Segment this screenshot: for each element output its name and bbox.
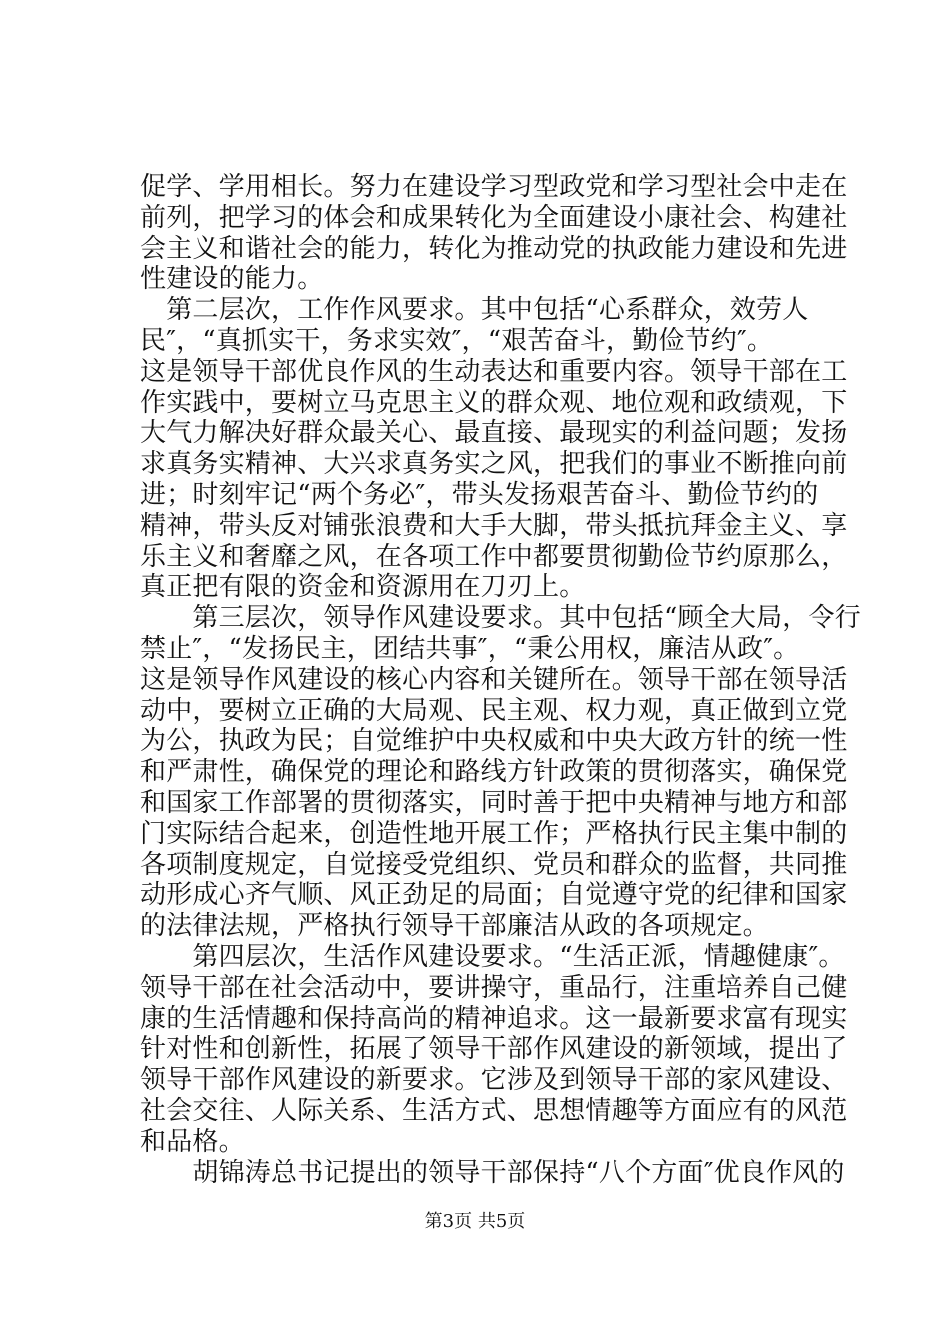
page-footer: 第3页 共5页 [424,1211,526,1232]
text-line: 和严肃性，确保党的理论和路线方针政策的贯彻落实，确保党 [140,757,848,788]
text-line: 促学、学用相长。努力在建设学习型政党和学习型社会中走在 [140,172,848,202]
text-line: 康的生活情趣和保持高尚的精神追求。这一最新要求富有现实 [140,1003,848,1034]
text-line: 乐主义和奢靡之风，在各项工作中都要贯彻勤俭节约原那么， [140,541,848,572]
text-line: 领导干部在社会活动中，要讲操守，重品行，注重培养自己健 [140,972,848,1003]
text-line: 这是领导干部优良作风的生动表达和重要内容。领导干部在工 [140,356,848,387]
text-line: 民″，“真抓实干，务求实效″，“艰苦奋斗，勤俭节约″。 [140,325,774,356]
text-line: 针对性和创新性，拓展了领导干部作风建设的新领域，提出了 [140,1034,848,1065]
text-line: 禁止″，“发扬民主，团结共事″，“秉公用权，廉洁从政″。 [140,633,800,664]
text-line: 精神，带头反对铺张浪费和大手大脚，带头抵抗拜金主义、享 [140,510,848,541]
text-line: 胡锦涛总书记提出的领导干部保持“八个方面″优良作风的 [140,1157,845,1188]
text-line: 的法律法规，严格执行领导干部廉洁从政的各项规定。 [140,911,769,942]
text-line: 和国家工作部署的贯彻落实，同时善于把中央精神与地方和部 [140,787,848,818]
text-line: 这是领导作风建设的核心内容和关键所在。领导干部在领导活 [140,664,848,695]
text-line: 动形成心齐气顺、风正劲足的局面；自觉遵守党的纪律和国家 [140,880,848,911]
text-line: 作实践中，要树立马克思主义的群众观、地位观和政绩观，下 [140,387,848,418]
text-line: 领导干部作风建设的新要求。它涉及到领导干部的家风建设、 [140,1065,848,1096]
text-line: 门实际结合起来，创造性地开展工作；严格执行民主集中制的 [140,818,848,849]
text-line: 第四层次，生活作风建设要求。“生活正派，情趣健康″。 [140,941,845,972]
text-line: 各项制度规定，自觉接受党组织、党员和群众的监督，共同推 [140,849,848,880]
text-line: 社会交往、人际关系、生活方式、思想情趣等方面应有的风范 [140,1095,848,1126]
text-line: 性建设的能力。 [140,264,324,295]
text-line: 动中，要树立正确的大局观、民主观、权力观，真正做到立党 [140,695,848,726]
text-line: 真正把有限的资金和资源用在刀刃上。 [140,572,586,603]
text-line: 会主义和谐社会的能力，转化为推动党的执政能力建设和先进 [140,233,848,264]
text-line: 大气力解决好群众最关心、最直接、最现实的利益问题；发扬 [140,418,848,449]
text-line: 第三层次，领导作风建设要求。其中包括“顾全大局，令行 [140,603,861,634]
text-line: 前列，把学习的体会和成果转化为全面建设小康社会、构建社 [140,202,848,233]
text-line: 进；时刻牢记“两个务必″，带头发扬艰苦奋斗、勤俭节约的 [140,479,819,510]
text-line: 和品格。 [140,1126,245,1157]
text-line: 求真务实精神、大兴求真务实之风，把我们的事业不断推向前 [140,449,848,480]
document-body [140,172,861,1188]
text-line: 为公，执政为民；自觉维护中央权威和中央大政方针的统一性 [140,726,848,757]
text-line: 第二层次，工作作风要求。其中包括“心系群众，效劳人 [140,295,809,326]
